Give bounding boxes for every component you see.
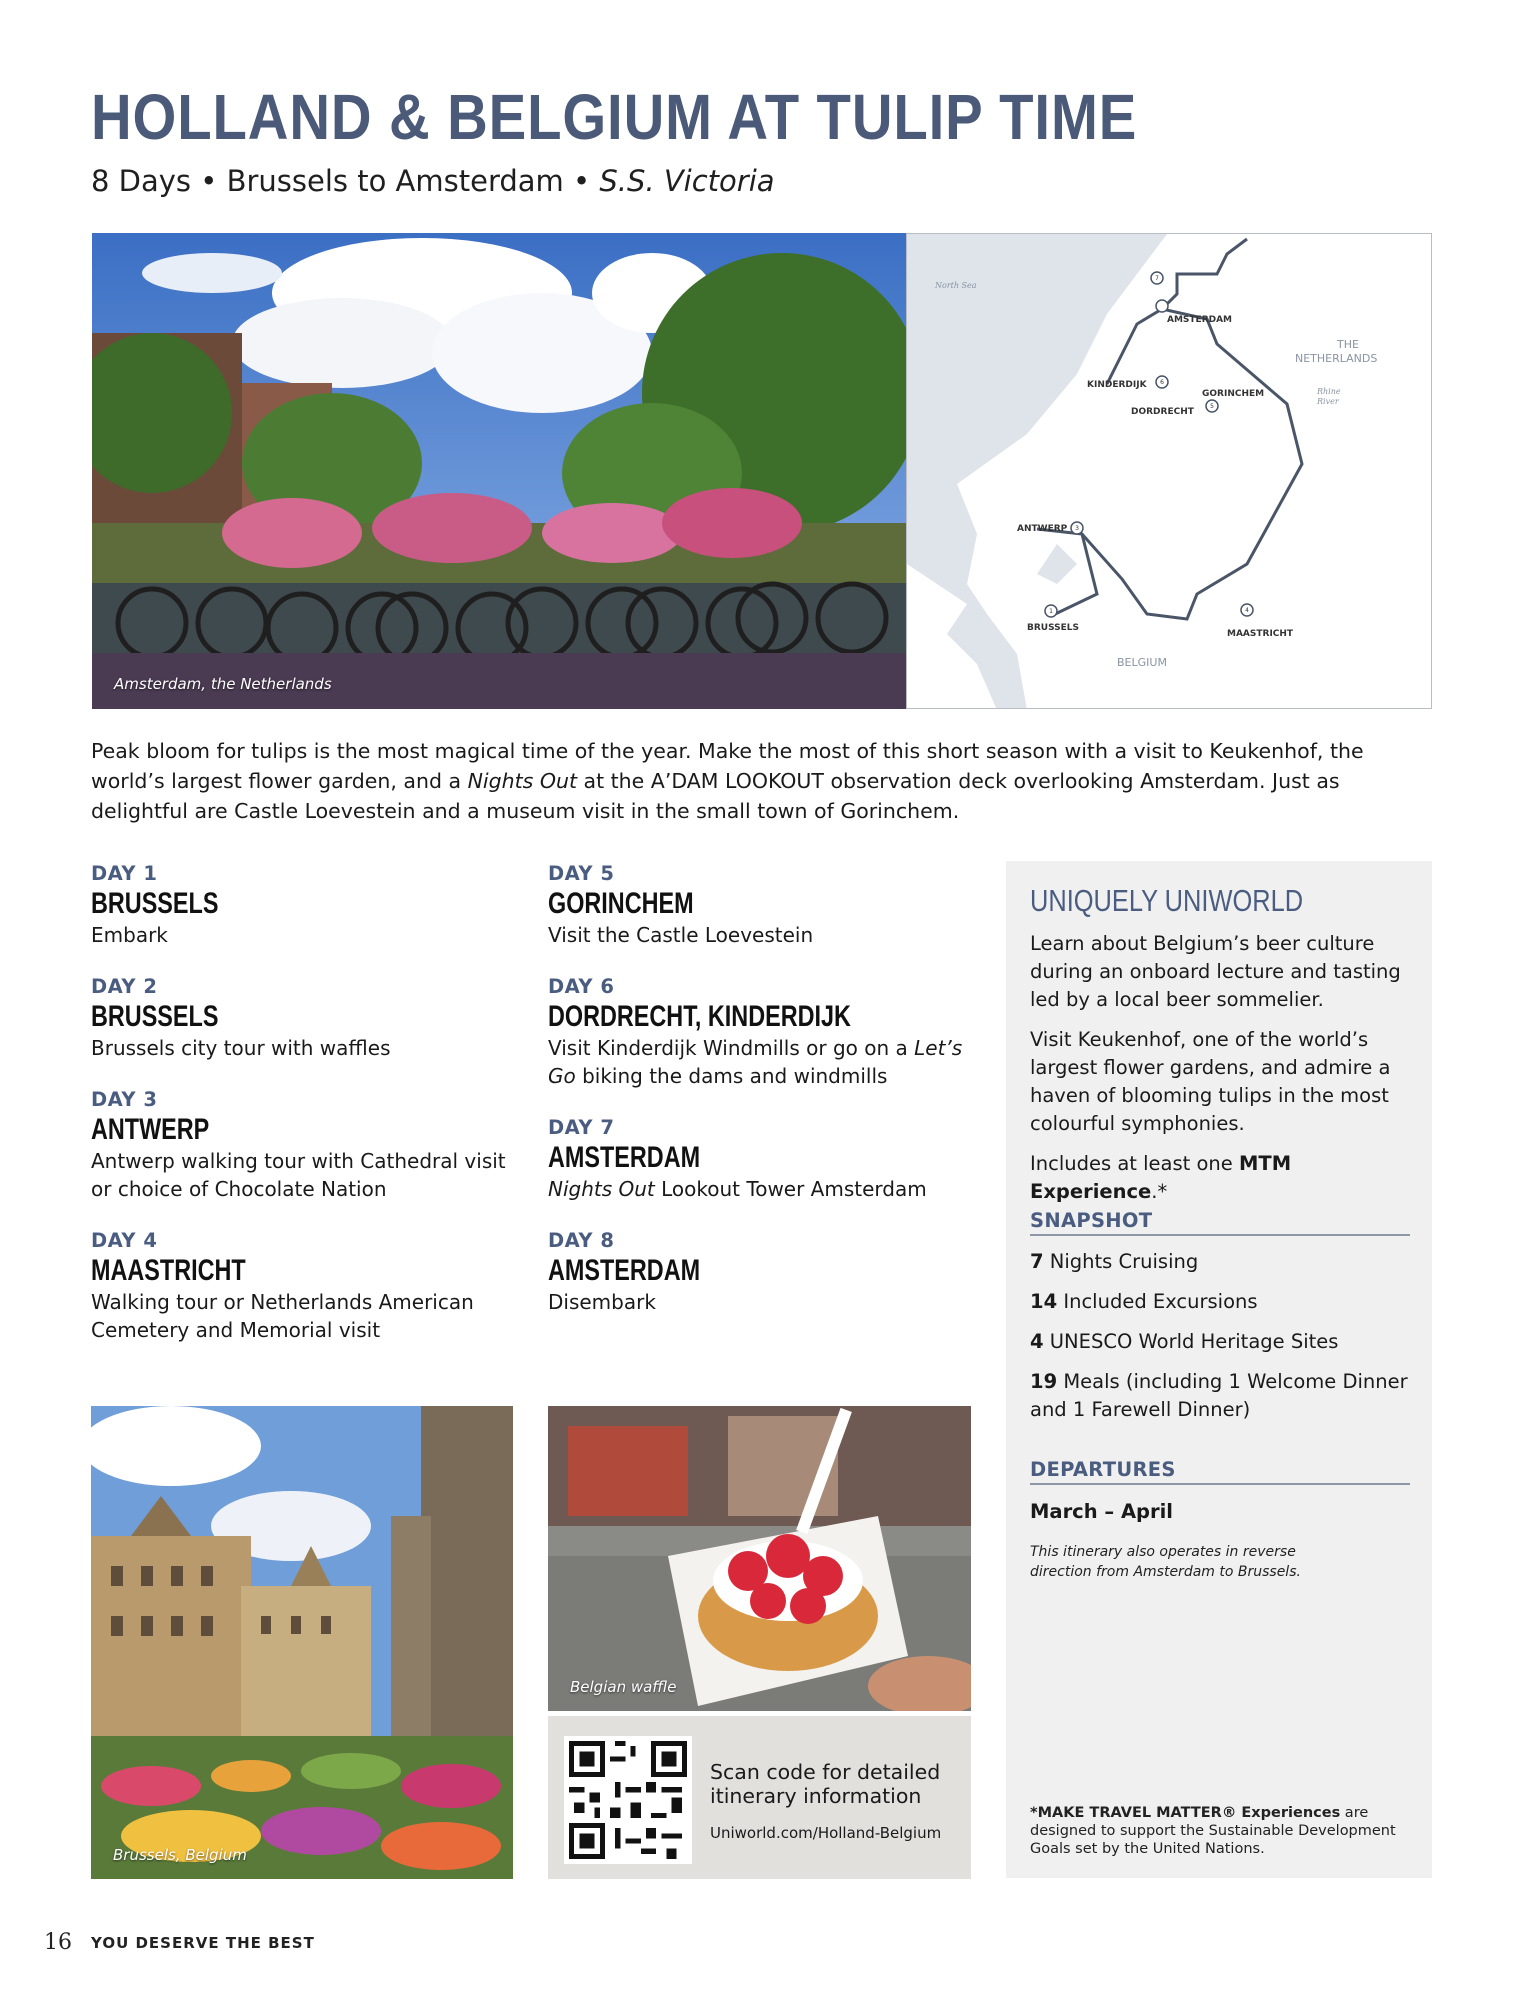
itinerary-day	[91, 862, 521, 949]
itinerary-day	[548, 1116, 968, 1203]
day-city: DORDRECHT, KINDERDIJK	[548, 1000, 851, 1033]
brussels-caption: Brussels, Belgium	[113, 1846, 247, 1864]
map-label-maastricht: MAASTRICHT	[1227, 629, 1294, 639]
itinerary-day	[548, 975, 968, 1090]
waffle-illustration	[548, 1406, 971, 1711]
day-description: Visit the Castle Loevestein	[548, 923, 814, 947]
map-stop-num: 1	[1049, 608, 1053, 615]
sidebar-paragraph: Learn about Belgium’s beer culture during an onboard lecture and tasting led by a local beer sommelier.	[1030, 932, 1401, 1011]
day-description: Embark	[91, 923, 168, 947]
qr-code-panel	[548, 1716, 971, 1879]
sidebar-paragraph: Visit Keukenhof, one of the world’s largest flower gardens, and admire a haven of blooming tulips in the most colourful symphonies.	[1030, 1028, 1391, 1135]
itinerary-day	[91, 1088, 521, 1203]
day-description: Walking tour or Netherlands American Cemetery and Memorial visit	[91, 1290, 474, 1342]
day-label: DAY 6	[548, 975, 615, 998]
amsterdam-illustration	[92, 233, 906, 709]
departures-value: March – April	[1030, 1500, 1173, 1523]
intro-paragraph: Peak bloom for tulips is the most magical time of the year. Make the most of this short season with a visit to Keukenhof, the world’s largest flower garden, and a Nights Out at the A’DAM LOOKOUT observation deck overlooking Amsterdam. Just as delightful are Castle Loevestein and a museum visit in the small town of Gorinchem.	[91, 739, 1364, 823]
map-stop-num: 3	[1075, 525, 1079, 532]
brussels-photo	[91, 1406, 513, 1879]
map-label-antwerp: ANTWERP	[1017, 524, 1068, 534]
snapshot-item: 4 UNESCO World Heritage Sites	[1030, 1330, 1339, 1353]
day-label: DAY 2	[91, 975, 158, 998]
day-label: DAY 1	[91, 862, 158, 885]
uniquely-uniworld-sidebar	[1006, 861, 1432, 1878]
trip-subtitle	[91, 164, 775, 198]
map-country-nl-2: NETHERLANDS	[1295, 352, 1378, 365]
qr-code[interactable]	[564, 1736, 692, 1864]
amsterdam-photo	[92, 233, 906, 709]
map-stop-num: 5	[1210, 403, 1214, 410]
subtitle-main: 8 Days • Brussels to Amsterdam •	[91, 164, 600, 198]
map-label-kinderdijk: KINDERDIJK	[1087, 380, 1147, 390]
waffle-caption: Belgian waffle	[570, 1678, 677, 1696]
sidebar-heading: UNIQUELY UNIWORLD	[1030, 883, 1304, 918]
day-city: GORINCHEM	[548, 887, 694, 920]
day-city: AMSTERDAM	[548, 1254, 701, 1287]
route-map-graphic	[907, 234, 1432, 709]
map-stop-num: 4	[1245, 607, 1249, 614]
snapshot-item: 7 Nights Cruising	[1030, 1250, 1199, 1273]
snapshot-item: 14 Included Excursions	[1030, 1290, 1258, 1313]
page-title: HOLLAND & BELGIUM AT TULIP TIME	[91, 81, 1138, 153]
day-city: MAASTRICHT	[91, 1254, 246, 1287]
reverse-direction-note: This itinerary also operates in reverse direction from Amsterdam to Brussels.	[1030, 1544, 1301, 1580]
day-description: Nights Out Lookout Tower Amsterdam	[548, 1177, 927, 1201]
qr-instruction: Scan code for detailed itinerary information	[710, 1760, 941, 1808]
day-label: DAY 3	[91, 1088, 158, 1111]
map-country-nl: THE	[1337, 338, 1359, 351]
day-city: BRUSSELS	[91, 1000, 219, 1033]
ship-name: S.S. Victoria	[599, 164, 775, 198]
day-label: DAY 4	[91, 1229, 158, 1252]
map-label-gorinchem: GORINCHEM	[1202, 389, 1265, 399]
day-description: Antwerp walking tour with Cathedral visit or choice of Chocolate Nation	[91, 1149, 506, 1201]
brussels-illustration	[91, 1406, 513, 1879]
qr-code-icon	[564, 1736, 692, 1864]
itinerary-day	[548, 1229, 968, 1316]
map-label-dordrecht: DORDRECHT	[1131, 407, 1194, 417]
snapshot-heading: SNAPSHOT	[1030, 1209, 1410, 1236]
day-label: DAY 7	[548, 1116, 615, 1139]
map-label-brussels: BRUSSELS	[1027, 623, 1080, 633]
itinerary-day	[91, 1229, 521, 1344]
day-city: BRUSSELS	[91, 887, 219, 920]
route-map	[906, 233, 1432, 709]
hero-caption: Amsterdam, the Netherlands	[114, 675, 332, 693]
itinerary-day	[91, 975, 521, 1062]
day-label: DAY 8	[548, 1229, 615, 1252]
sidebar-mtm-line: Includes at least one MTM Experience.*	[1030, 1152, 1292, 1203]
day-description: Brussels city tour with waffles	[91, 1036, 391, 1060]
map-river-label: Rhine	[1317, 387, 1341, 396]
map-country-be: BELGIUM	[1117, 656, 1167, 669]
snapshot-item: 19 Meals (including 1 Welcome Dinner and 1 Farewell Dinner)	[1030, 1370, 1408, 1421]
map-sea-label: North Sea	[935, 281, 977, 290]
day-description: Disembark	[548, 1290, 656, 1314]
day-label: DAY 5	[548, 862, 615, 885]
itinerary-url[interactable]: Uniworld.com/Holland-Belgium	[710, 1824, 942, 1842]
day-city: AMSTERDAM	[548, 1141, 701, 1174]
map-stop-num: 6	[1160, 379, 1164, 386]
waffle-photo	[548, 1406, 971, 1711]
page-number: 16	[44, 1930, 72, 1955]
departures-heading: DEPARTURES	[1030, 1458, 1410, 1485]
mtm-footnote: *MAKE TRAVEL MATTER® Experiences are designed to support the Sustainable Development Goals set by the United Nations.	[1030, 1805, 1396, 1857]
map-river-label-2: River	[1317, 397, 1339, 406]
day-description: Visit Kinderdijk Windmills or go on a Let’s Go biking the dams and windmills	[548, 1036, 963, 1088]
day-city: ANTWERP	[91, 1113, 210, 1146]
footer-tagline: YOU DESERVE THE BEST	[91, 1934, 315, 1952]
map-stop-num: 7	[1155, 275, 1159, 282]
itinerary-day	[548, 862, 968, 949]
map-label-amsterdam: AMSTERDAM	[1167, 315, 1233, 325]
